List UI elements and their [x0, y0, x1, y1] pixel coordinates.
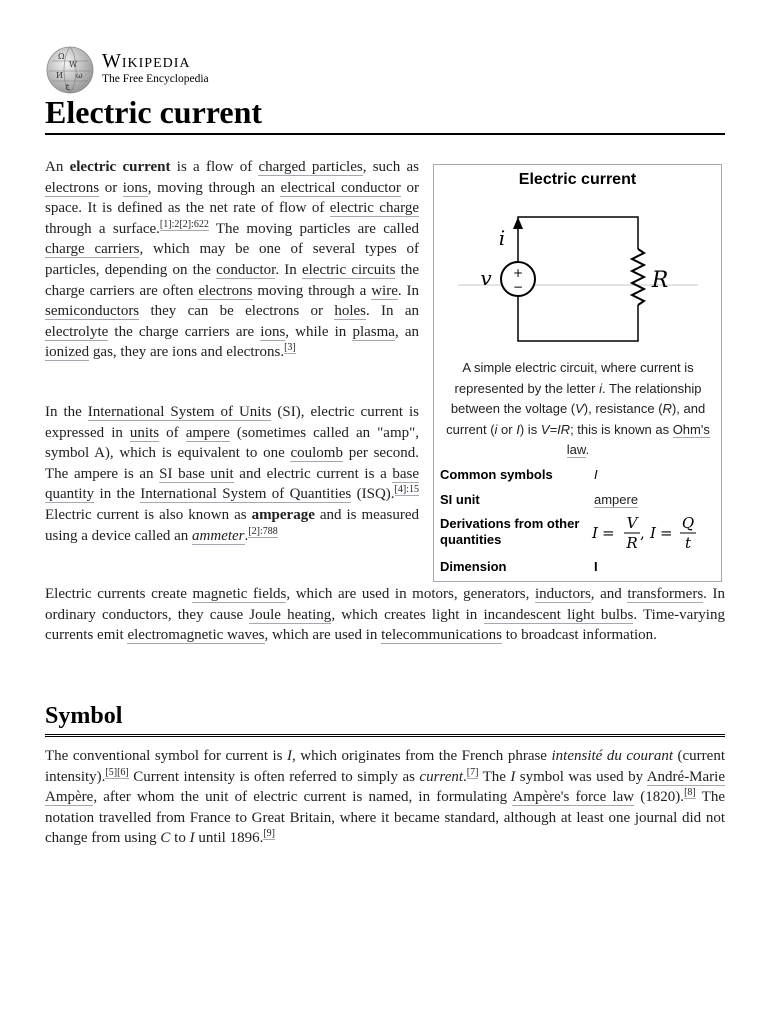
ref-9[interactable]: [9] [263, 828, 276, 840]
svg-text:I: I [592, 524, 598, 542]
link-electrons-2[interactable]: electrons [198, 282, 253, 299]
svg-text:ω: ω [76, 71, 83, 80]
link-andre-marie-ampere[interactable]: André-Marie Ampère [45, 768, 725, 806]
circuit-wire-top [518, 217, 638, 267]
diagram-label-v: v [480, 266, 492, 290]
svg-text:t: t [684, 534, 692, 552]
ref-7[interactable]: [7] [466, 766, 479, 778]
link-ampere-infobox[interactable]: ampere [594, 492, 639, 507]
link-joule-heating[interactable]: Joule heating [249, 606, 332, 623]
link-electric-charge[interactable]: electric charge [329, 200, 419, 217]
link-electric-circuits[interactable]: electric circuits [301, 261, 396, 278]
diagram-label-r: R [651, 268, 669, 293]
diagram-label-i: i [498, 226, 506, 250]
link-international-system-of-units[interactable]: International System of Units [87, 404, 272, 420]
svg-text:=: = [602, 524, 615, 542]
circuit-diagram[interactable] [458, 209, 698, 349]
wikipedia-globe-logo[interactable] [44, 45, 96, 95]
svg-text:И: И [56, 71, 63, 80]
wikipedia-wordmark[interactable] [102, 50, 209, 86]
link-base-quantity[interactable]: base quantity [45, 465, 420, 503]
svg-text:ج: ج [65, 81, 71, 90]
link-charge-carriers[interactable]: charge carriers [45, 241, 140, 258]
resistor-symbol [632, 249, 644, 305]
ref-3[interactable]: [3] [284, 342, 296, 354]
ref-6[interactable]: [6] [117, 766, 129, 778]
infobox-caption: A simple electric circuit, where current is represented by the letter i. The relationship between the voltage (V), resistance (R), and current (i or I) is V=IR; this is known as Ohm's law. [446, 360, 710, 457]
link-ammeter[interactable]: ammeter [192, 527, 245, 544]
ref-8[interactable]: [8] [684, 787, 696, 799]
svg-text:V: V [626, 514, 638, 532]
site-tagline: The Free Encyclopedia [102, 73, 209, 85]
link-incandescent-light-bulbs[interactable]: incandescent light bulbs [483, 606, 634, 623]
link-electrical-conductor[interactable]: electrical conductor [280, 179, 401, 196]
paragraph-magnetic-fields: Electric currents create magnetic fields, which are used in motors, generators, inductors, and transformers. In ordinary conductors, they cause Joule heating, which creates light in incandescent light bulbs. Time-varying currents emit electromagnetic waves, which are used in telecommunications to broadcast information. [45, 586, 725, 644]
link-amperes-force-law[interactable]: Ampère's force law [512, 789, 635, 806]
section-heading-symbol: Symbol [45, 700, 725, 737]
link-wire[interactable]: wire [371, 282, 398, 299]
link-semiconductors[interactable]: semiconductors [45, 303, 140, 320]
link-holes[interactable]: holes [334, 303, 367, 320]
page-title: Electric current [45, 92, 725, 135]
circuit-wire-bottom [518, 295, 638, 341]
svg-text:W: W [69, 60, 78, 69]
infobox: Electric current + − i v R A simple electric circuit, where current is represented by the letter i. The relationship between the voltage (V), resistance (R), and current (i or I) is V=IR; this is known as Ohm's law. Common symbols I SI unit ampere Derivations from other quantities I = V R , I = Q t Dimension I [433, 164, 722, 582]
current-arrow-icon [513, 217, 523, 229]
svg-text:Ω: Ω [58, 52, 65, 61]
link-ohms-law[interactable]: Ohm's law [566, 421, 710, 457]
ref-5[interactable]: [5] [105, 766, 118, 778]
ref-2b[interactable]: [2]:788 [248, 525, 278, 537]
link-international-system-of-quantities[interactable]: International System of Quantities [140, 486, 352, 503]
link-charged-particles[interactable]: charged particles [258, 159, 363, 175]
link-coulomb[interactable]: coulomb [290, 445, 343, 462]
link-ions[interactable]: ions [122, 179, 148, 196]
link-ampere[interactable]: ampere [185, 424, 230, 441]
svg-text:Q: Q [681, 514, 695, 532]
svg-text:I: I [650, 524, 656, 542]
link-conductor[interactable]: conductor [216, 261, 276, 278]
link-ions-2[interactable]: ions [260, 323, 286, 340]
link-units[interactable]: units [129, 424, 160, 441]
link-transformers[interactable]: transformers [627, 586, 704, 602]
paragraph-si-units: In the International System of Units (SI), electric current is expressed in units of ampere (sometimes called an "amp", symbol A), which is equivalent to one coulomb per second. The ampere is an SI base unit and electric current is a base quantity in the International System of Quantities (ISQ).$^{[4]:15}$ Electric current is also known as amperage and is measured using a device called an ammeter.$^{[2]:788}$ [45, 404, 420, 544]
source-plus: + [512, 266, 524, 280]
link-inductors[interactable]: inductors [534, 586, 591, 602]
link-electrolyte[interactable]: electrolyte [45, 323, 109, 340]
ref-2[interactable]: [2]:622 [179, 218, 209, 230]
paragraph-symbol: The conventional symbol for current is I, which originates from the French phrase intensité du courant (current intensity).[5][6] Current intensity is often referred to simply as current.[7] The I symbol was used by André-Marie Ampère, after whom the unit of electric current is named, in formulating Ampère's force law (1820).[8] The notation travelled from France to Great Britain, where it became standard, although at least one journal did not change from using C to I until 1896.[9] [45, 748, 725, 847]
source-minus: − [512, 280, 524, 294]
link-plasma[interactable]: plasma [352, 323, 395, 340]
link-telecommunications[interactable]: telecommunications [381, 627, 502, 644]
link-ionized[interactable]: ionized [45, 344, 90, 361]
ref-4[interactable]: [4]:15 [394, 484, 419, 496]
svg-text:,: , [640, 524, 645, 542]
formula-derivations [590, 514, 710, 554]
link-electrons[interactable]: electrons [45, 179, 100, 196]
svg-text:=: = [660, 524, 673, 542]
infobox-title: Electric current [518, 171, 637, 188]
link-magnetic-fields[interactable]: magnetic fields [192, 586, 287, 602]
link-si-base-unit[interactable]: SI base unit [159, 465, 234, 482]
site-name: Wikipedia [102, 50, 191, 72]
link-electromagnetic-waves[interactable]: electromagnetic waves [127, 627, 265, 644]
svg-text:R: R [626, 534, 638, 552]
ref-1[interactable]: [1]:2 [159, 218, 180, 230]
paragraph-intro: An electric current is a flow of charged particles, such as electrons or ions, moving through an electrical conductor or space. It is defined as the net rate of flow of electric charge through a surface.$^{[1]:2[2]:622}$ The moving particles are called charge carriers, which may be one of several types of particles, depending on the conductor. In electric circuits the charge carriers are often electrons moving through a wire. In semiconductors they can be electrons or holes. In an electrolyte the charge carriers are ions, while in plasma, an ionized gas, they are ions and electrons.[3] [45, 159, 420, 361]
